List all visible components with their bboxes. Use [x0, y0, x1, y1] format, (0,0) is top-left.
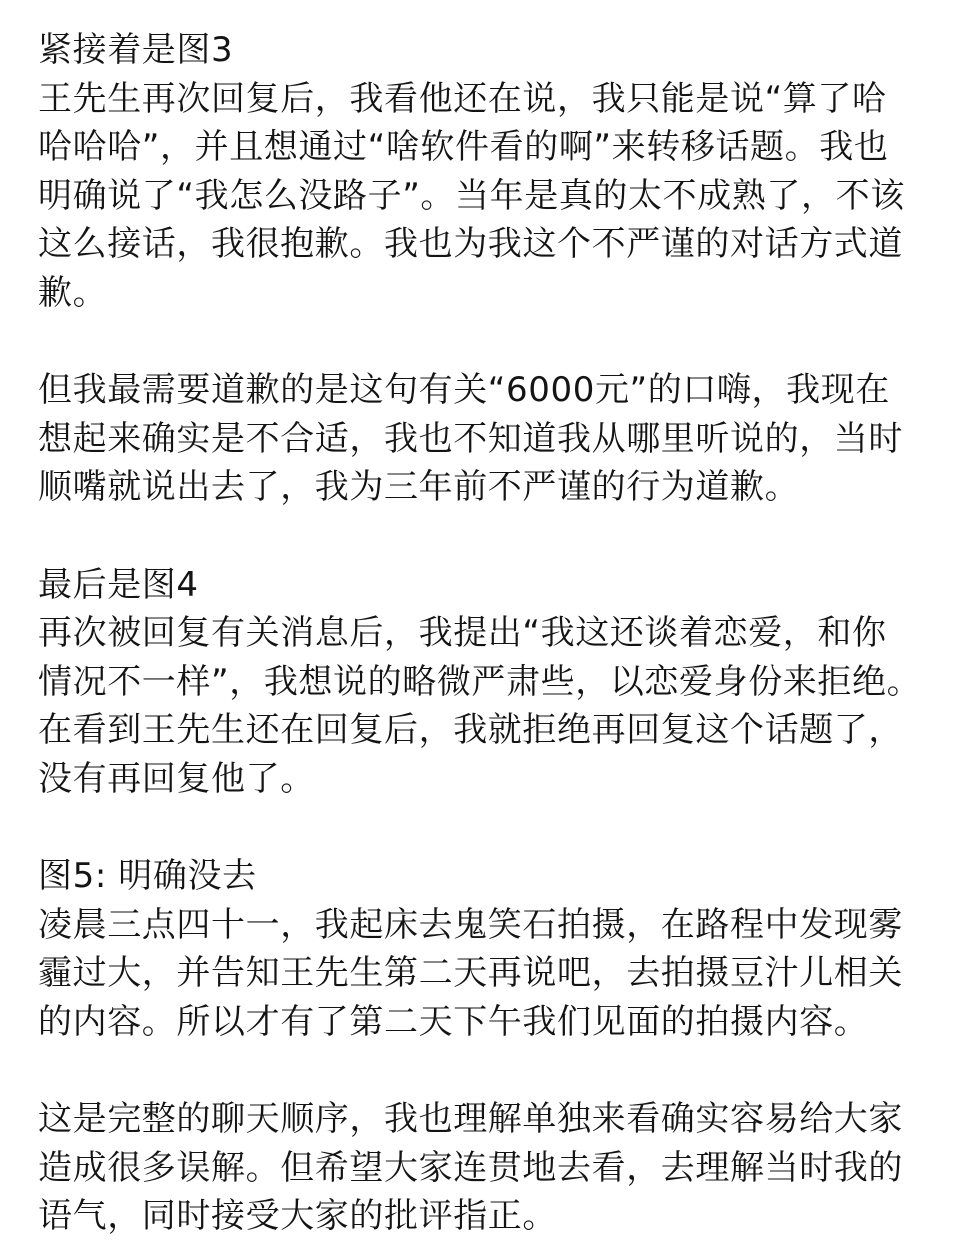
section-heading-figure-4: 最后是图4: [38, 564, 199, 605]
paragraph-closing-statement: 这是完整的聊天顺序，我也理解单独来看确实容易给大家 造成很多误解。但希望大家连贯地去看，去理解当时我的 语气，同时接受大家的批评指正。: [38, 1099, 903, 1237]
paragraph-spacer: [38, 804, 928, 853]
paragraph-6000-apology: 但我最需要道歉的是这句有关“6000元”的口嗨，我现在 想起来确实是不合适，我也不知道我从哪里听说的，当时 顺嘴就说出去了，我为三年前不严谨的行为道歉。: [38, 370, 903, 508]
paragraph-spacer: [38, 512, 928, 561]
paragraph-spacer: [38, 318, 928, 367]
document-body: [38, 26, 928, 1241]
section-heading-figure-3: 紧接着是图3: [38, 30, 234, 70]
paragraph-figure-3-explanation: 王先生再次回复后，我看他还在说，我只能是说“算了哈 哈哈哈”，并且想通过“啥软件看的啊”来转移话题。我也 明确说了“我怎么没路子”。当年是真的太不成熟了，不该 这么接话，我很抱歉。我也为我这个不严谨的对话方式道 歉。: [38, 78, 905, 313]
section-heading-figure-5: 图5: 明确没去: [38, 856, 257, 897]
paragraph-figure-5-explanation: 凌晨三点四十一，我起床去鬼笑石拍摄，在路程中发现雾 霾过大，并告知王先生第二天再说吧，去拍摄豆汁儿相关 的内容。所以才有了第二天下午我们见面的拍摄内容。: [38, 904, 903, 1042]
paragraph-figure-4-explanation: 再次被回复有关消息后，我提出“我这还谈着恋爱，和你 情况不一样”，我想说的略微严肃些，以恋爱身份来拒绝。 在看到王先生还在回复后，我就拒绝再回复这个话题了， 没有再回复他了。: [38, 613, 922, 799]
paragraph-spacer: [38, 1046, 928, 1095]
